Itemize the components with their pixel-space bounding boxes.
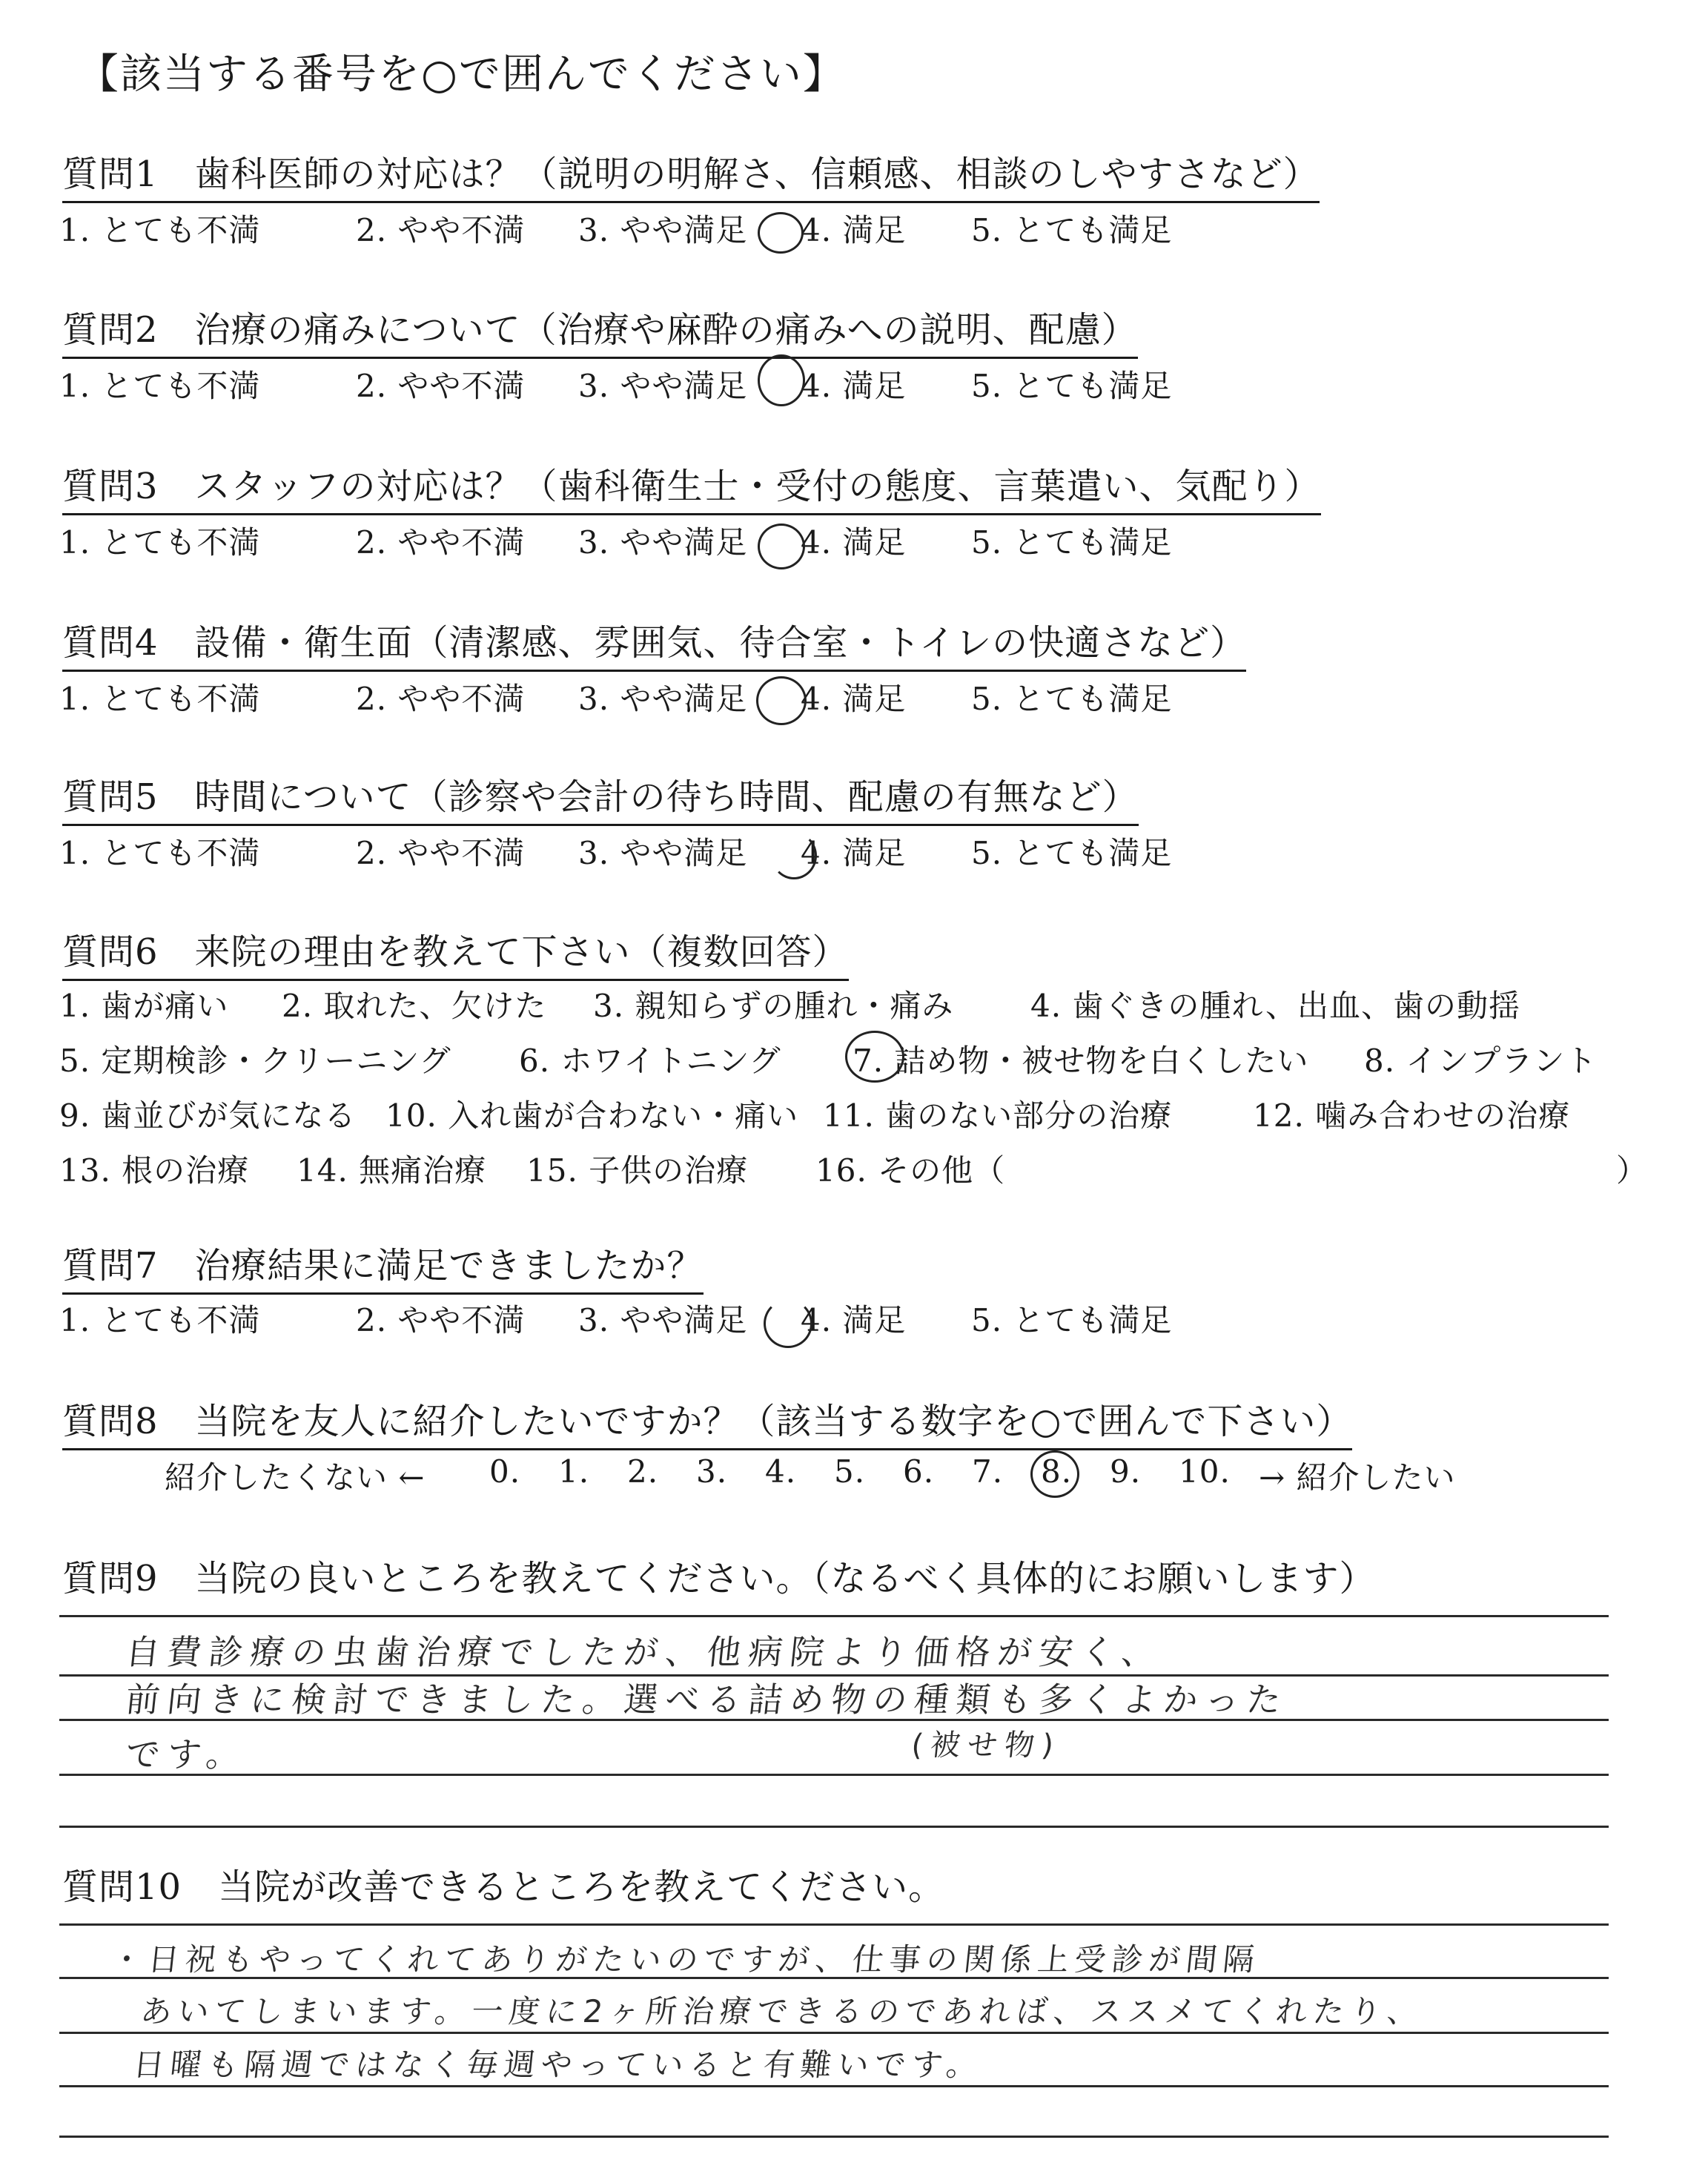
question-2-heading: 質問2 治療の痛みについて（治療や麻酔の痛みへの説明、配慮） (62, 301, 1138, 359)
q7-option-5[interactable]: 5. とても満足 (971, 1302, 1173, 1338)
question-5-options (59, 829, 1172, 873)
q1-option-5[interactable]: 5. とても満足 (971, 212, 1173, 248)
q5-option-4[interactable]: 4. 満足 (801, 835, 907, 871)
q8-scale-option-7[interactable]: 7. (972, 1453, 1004, 1490)
question-4-heading: 質問4 設備・衛生面（清潔感、雰囲気、待合室・トイレの快適さなど） (62, 614, 1246, 672)
q8-scale-option-6[interactable]: 6. (903, 1453, 935, 1490)
q6-option-11[interactable]: 11. 歯のない部分の治療 (823, 1097, 1173, 1134)
q7-option-3[interactable]: 3. やや満足 (578, 1302, 748, 1338)
q4-option-1[interactable]: 1. とても不満 (59, 681, 261, 717)
q3-option-2[interactable]: 2. やや不満 (356, 524, 526, 561)
question-8-heading: 質問8 当院を友人に紹介したいですか？（該当する数字を○で囲んで下さい） (62, 1393, 1352, 1450)
q6-option-13[interactable]: 13. 根の治療 (59, 1152, 250, 1189)
q2-option-3[interactable]: 3. やや満足 (578, 368, 748, 404)
question-6-row-4 (59, 1146, 1648, 1191)
q8-scale-option-0[interactable]: 0. (489, 1453, 521, 1490)
q9-rule-5 (59, 1826, 1609, 1828)
q6-option-3[interactable]: 3. 親知らずの腫れ・痛み (593, 988, 954, 1024)
q10-rule-1 (59, 1923, 1609, 1926)
q5-option-3[interactable]: 3. やや満足 (578, 835, 748, 871)
q6-option-9[interactable]: 9. 歯並びが気になる (59, 1097, 357, 1134)
q6-option-14[interactable]: 14. 無痛治療 (297, 1152, 487, 1189)
q2-option-5[interactable]: 5. とても満足 (971, 368, 1173, 404)
q8-scale-option-1[interactable]: 1. (558, 1453, 590, 1490)
question-1-heading: 質問1 歯科医師の対応は？（説明の明解さ、信頼感、相談のしやすさなど） (62, 145, 1320, 203)
question-10-heading: 質問10 当院が改善できるところを教えてください。 (62, 1866, 945, 1908)
q6-option-1[interactable]: 1. 歯が痛い (59, 988, 229, 1024)
q4-option-4[interactable]: 4. 満足 (801, 681, 907, 717)
q8-scale-option-8[interactable]: 8. (1041, 1453, 1073, 1490)
q10-rule-4 (59, 2085, 1609, 2087)
q10-answer-line-3: 日曜も隔週ではなく毎週やっていると有難いです。 (131, 2047, 985, 2083)
q8-scale-option-10[interactable]: 10. (1179, 1453, 1231, 1490)
q8-scale-option-3[interactable]: 3. (696, 1453, 728, 1490)
q4-option-5[interactable]: 5. とても満足 (971, 681, 1173, 717)
q1-option-1[interactable]: 1. とても不満 (59, 212, 261, 248)
q8-scale-option-4[interactable]: 4. (765, 1453, 797, 1490)
q10-answer-line-2: あいてしまいます。一度に2ヶ所治療できるのであれば、ススメてくれたり、 (139, 1993, 1426, 2029)
question-1-options (59, 206, 1172, 251)
q9-rule-4 (59, 1774, 1609, 1776)
question-6-row-2 (59, 1037, 1597, 1081)
q5-option-2[interactable]: 2. やや不満 (356, 835, 526, 871)
q7-option-4[interactable]: 4. 満足 (801, 1302, 907, 1338)
question-7-heading: 質問7 治療結果に満足できましたか？ (62, 1237, 704, 1295)
q2-option-4[interactable]: 4. 満足 (801, 368, 907, 404)
q6-option-10[interactable]: 10. 入れ歯が合わない・痛い (385, 1097, 799, 1134)
q9-answer-line-1: 自費診療の虫歯治療でしたが、他病院より価格が安く、 (123, 1632, 1165, 1672)
question-4-options (59, 675, 1172, 719)
q6-option-6[interactable]: 6. ホワイトニング (519, 1043, 781, 1079)
q4-option-3[interactable]: 3. やや満足 (578, 681, 748, 717)
q9-answer-note: (被せ物) (910, 1728, 1063, 1763)
q1-option-2[interactable]: 2. やや不満 (356, 212, 526, 248)
question-6-heading: 質問6 来院の理由を教えて下さい（複数回答） (62, 923, 849, 981)
question-6-row-3 (59, 1091, 1570, 1136)
q8-scale-option-9[interactable]: 9. (1110, 1453, 1142, 1490)
q6-option-15[interactable]: 15. 子供の治療 (526, 1152, 749, 1189)
q6-option-2[interactable]: 2. 取れた、欠けた (282, 988, 547, 1024)
question-6-row-1 (59, 982, 1520, 1026)
q3-option-3[interactable]: 3. やや満足 (578, 524, 748, 561)
question-9-heading: 質問9 当院の良いところを教えてください。（なるべく具体的にお願いします） (62, 1558, 1376, 1599)
q3-option-1[interactable]: 1. とても不満 (59, 524, 261, 561)
q10-rule-3 (59, 2032, 1609, 2034)
q2-option-2[interactable]: 2. やや不満 (356, 368, 526, 404)
question-3-heading: 質問3 スタッフの対応は？（歯科衛生士・受付の態度、言葉遣い、気配り） (62, 458, 1321, 515)
q9-answer-line-2: 前向きに検討できました。選べる詰め物の種類も多くよかった (123, 1680, 1291, 1720)
q10-answer-line-1: ・日祝もやってくれてありがたいのですが、仕事の関係上受診が間隔 (109, 1941, 1262, 1978)
q9-rule-1 (59, 1615, 1609, 1617)
q6-option-5[interactable]: 5. 定期検診・クリーニング (59, 1043, 451, 1079)
q9-answer-line-3: です。 (123, 1734, 250, 1774)
question-7-options (59, 1296, 1172, 1341)
q2-option-1[interactable]: 1. とても不満 (59, 368, 261, 404)
q8-scale-option-5[interactable]: 5. (834, 1453, 866, 1490)
q8-high-label: → 紹介したい (1259, 1459, 1456, 1496)
q7-option-1[interactable]: 1. とても不満 (59, 1302, 261, 1338)
q1-option-4[interactable]: 4. 満足 (801, 212, 907, 248)
q7-option-2[interactable]: 2. やや不満 (356, 1302, 526, 1338)
q10-rule-5 (59, 2136, 1609, 2138)
q6-option-7[interactable]: 7. 詰め物・被せ物を白くしたい (853, 1043, 1309, 1079)
q8-low-label: 紹介したくない ← (165, 1459, 426, 1496)
page-title: 【該当する番号を○で囲んでください】 (77, 50, 846, 99)
q6-option-12[interactable]: 12. 噛み合わせの治療 (1253, 1097, 1571, 1134)
q3-option-4[interactable]: 4. 満足 (801, 524, 907, 561)
q1-option-3[interactable]: 3. やや満足 (578, 212, 748, 248)
q4-option-2[interactable]: 2. やや不満 (356, 681, 526, 717)
question-2-options (59, 362, 1172, 406)
q3-option-5[interactable]: 5. とても満足 (971, 524, 1173, 561)
q5-option-5[interactable]: 5. とても満足 (971, 835, 1173, 871)
q6-option-4[interactable]: 4. 歯ぐきの腫れ、出血、歯の動揺 (1030, 988, 1520, 1024)
q6-option-16[interactable]: 16. その他（ (815, 1152, 1006, 1189)
q6-option-8[interactable]: 8. インプラント (1364, 1043, 1598, 1079)
question-5-heading: 質問5 時間について（診察や会計の待ち時間、配慮の有無など） (62, 768, 1139, 826)
q5-option-1[interactable]: 1. とても不満 (59, 835, 261, 871)
q6-other-close: ） (1616, 1152, 1649, 1189)
q8-scale-option-2[interactable]: 2. (627, 1453, 659, 1490)
question-3-options (59, 518, 1172, 563)
